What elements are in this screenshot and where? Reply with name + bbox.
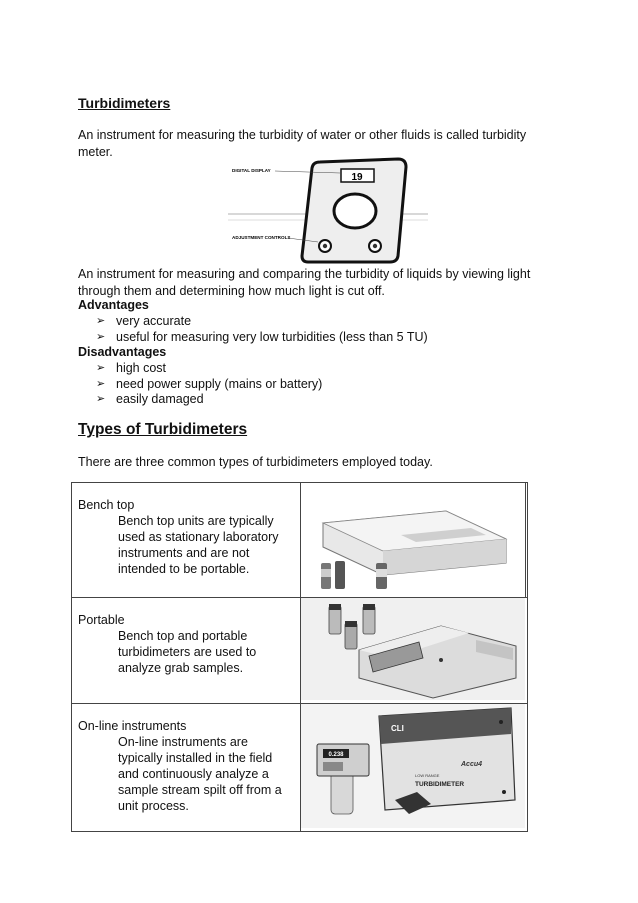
advantages-label: Advantages: [78, 298, 149, 312]
table-row: [72, 483, 528, 598]
knob-center: [373, 244, 377, 248]
controller-display-value: 0.238: [328, 752, 344, 758]
table-cell-image: [301, 598, 528, 704]
list-item: ➢ very accurate: [96, 314, 192, 328]
vial-label: [321, 569, 331, 577]
label-digital-display: DIGITAL DISPLAY: [232, 168, 271, 173]
sample-chamber: [334, 194, 376, 228]
bullet-arrow-icon: ➢: [96, 315, 106, 327]
bullet-arrow-icon: ➢: [96, 393, 106, 405]
screw: [499, 720, 503, 724]
bench-top-image: [301, 483, 525, 594]
table-cell-text: [72, 598, 301, 704]
disadvantages-list: [96, 361, 322, 408]
list-item: ➢ easily damaged: [96, 392, 204, 406]
vial-cap: [329, 604, 341, 610]
row-title: Portable: [78, 613, 125, 627]
table-cell-image: [301, 704, 528, 832]
list-item: ➢ useful for measuring very low turbidities (less than 5 TU): [96, 329, 428, 344]
types-intro: There are three common types of turbidimeters employed today.: [78, 455, 433, 469]
vial-cap: [363, 604, 375, 610]
intro-line-2: meter.: [78, 145, 113, 159]
table-cell-empty: [526, 483, 528, 598]
table-row: [72, 704, 528, 832]
knob-center: [323, 244, 327, 248]
row-description: Bench top and portable turbidimeters are used to analyze grab samples.: [118, 629, 257, 675]
bullet-arrow-icon: ➢: [96, 330, 106, 343]
accu-label: Accu4: [461, 761, 483, 768]
section-heading-types: Types of Turbidimeters: [78, 421, 248, 438]
table-cell-text: [72, 483, 301, 598]
section-heading-turbidimeters: Turbidimeters: [78, 95, 171, 111]
online-instrument-image: [301, 704, 525, 828]
screw: [502, 790, 506, 794]
desc-line-1: An instrument for measuring and comparing the turbidity of liquids by viewing light: [78, 267, 531, 281]
portable-image: [301, 598, 525, 700]
disadvantages-label: Disadvantages: [78, 345, 167, 359]
desc-line-2: through them and determining how much light is cut off.: [78, 284, 385, 298]
bullet-arrow-icon: ➢: [96, 377, 106, 390]
row-title: Bench top: [78, 498, 135, 512]
indicator-dot: [439, 658, 443, 662]
display-value: 19: [351, 172, 363, 183]
list-item: ➢ high cost: [96, 361, 167, 375]
model-label: TURBIDIMETER: [415, 781, 465, 788]
turbidimeter-diagram: [228, 156, 428, 266]
table-cell-text: [72, 704, 301, 832]
advantages-list: [96, 314, 428, 345]
range-label: LOW RANGE: [415, 773, 440, 778]
label-adjustment-controls: ADJUSTMENT CONTROLS: [232, 235, 291, 240]
online-controller: [317, 744, 369, 776]
vial-cap: [345, 621, 357, 627]
types-table: [71, 482, 528, 832]
row-description: Bench top units are typically used as stationary laboratory instruments and are not intended to be portable.: [118, 514, 279, 576]
row-title: On-line instruments: [78, 719, 187, 733]
table-row: [72, 598, 528, 704]
controller-buttons: [323, 762, 343, 771]
list-item: ➢ need power supply (mains or battery): [96, 376, 323, 391]
intro-line-1: An instrument for measuring the turbidity of water or other fluids is called turbidity: [78, 128, 527, 142]
sample-vial: [363, 606, 375, 634]
sample-vial: [329, 606, 341, 634]
sample-vial: [335, 561, 345, 589]
table-cell-image: [301, 483, 526, 598]
vial-label: [376, 569, 387, 577]
row-description: On-line instruments are typically installed in the field and continuously analyze a sample stream spilt off from a unit process.: [118, 735, 282, 813]
bullet-arrow-icon: ➢: [96, 362, 106, 374]
brand-label: CLI: [391, 724, 404, 733]
description-paragraph: [78, 266, 558, 300]
